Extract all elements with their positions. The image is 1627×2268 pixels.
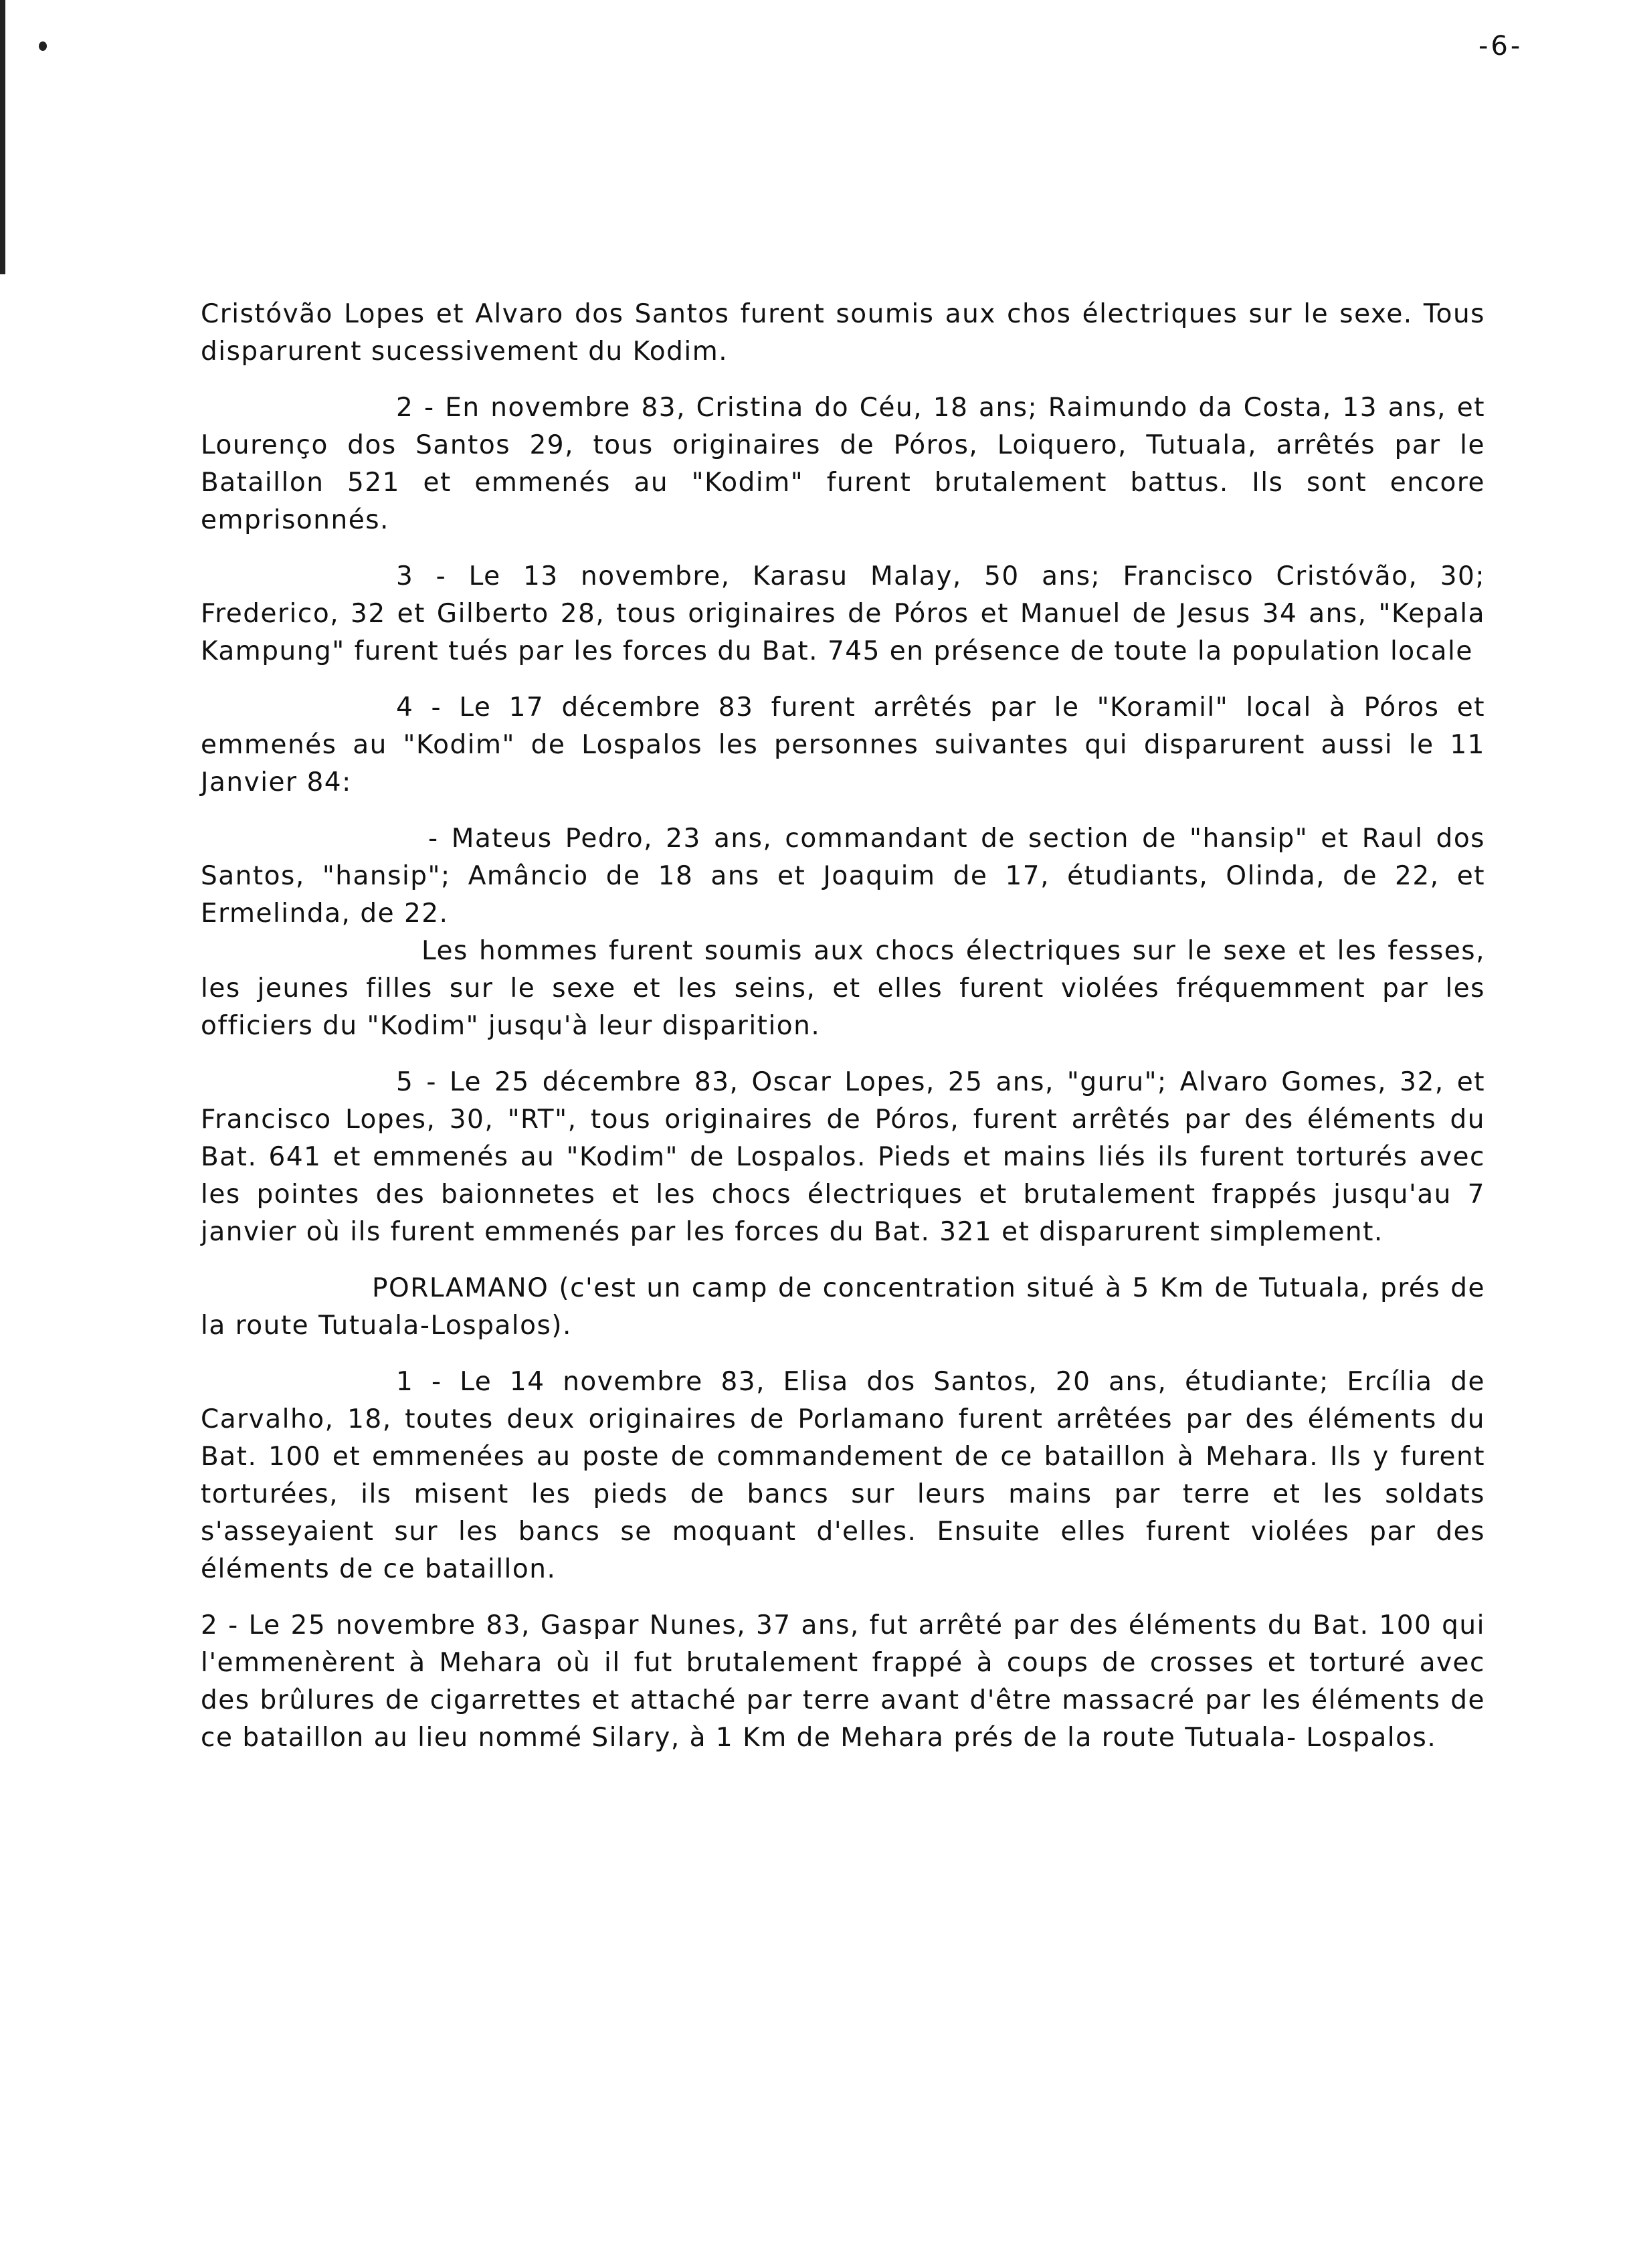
document-body: [201, 296, 1485, 1757]
paragraph-item-4: 4 - Le 17 décembre 83 furent arrêtés par le "Koramil" local à Póros et emmenés au "Kodim" de Lospalos les personnes suivantes qui disparurent aussi le 11 Janvier 84:: [201, 692, 1485, 797]
paragraph-porlamano-2: 2 - Le 25 novembre 83, Gaspar Nunes, 37 ans, fut arrêté par des éléments du Bat. 100 qui l'emmenèrent à Mehara où il fut brutalement frappé à coups de crosses et torturé avec des brûlures de cigarrettes et attaché par terre avant d'être massacré par les éléments de ce bataillon au lieu nommé Silary, à 1 Km de Mehara prés de la route Tutuala- Lospalos.: [201, 1610, 1485, 1753]
paragraph-porlamano-1: 1 - Le 14 novembre 83, Elisa dos Santos, 20 ans, étudiante; Ercília de Carvalho, 18, toutes deux originaires de Porlamano furent arrêtées par des éléments du Bat. 100 et emmenées au poste de commandement de ce bataillon à Mehara. Ils y furent torturées, ils misent les pieds de bancs sur leurs mains par terre et les soldats s'asseyaient sur les bancs se moquant d'elles. Ensuite elles furent violées par des éléments de ce bataillon.: [201, 1367, 1485, 1584]
paragraph-item-3: 3 - Le 13 novembre, Karasu Malay, 50 ans; Francisco Cristóvão, 30; Frederico, 32 et Gilberto 28, tous originaires de Póros et Manuel de Jesus 34 ans, "Kepala Kampung" furent tués par les forces du Bat. 745 en présence de toute la population locale: [201, 561, 1485, 666]
paragraph-victims-list: - Mateus Pedro, 23 ans, commandant de section de "hansip" et Raul dos Santos, "hansip"; Amâncio de 18 ans et Joaquim de 17, étudiants, Olinda, de 22, et Ermelinda, de 22.: [201, 824, 1485, 929]
paragraph-item-2: 2 - En novembre 83, Cristina do Céu, 18 ans; Raimundo da Costa, 13 ans, et Lourenço dos Santos 29, tous originaires de Póros, Loiquero, Tutuala, arrêtés par le Bataillon 521 et emmenés au "Kodim" furent brutalement battus. Ils sont encore emprisonnés.: [201, 393, 1485, 535]
page-number: -6-: [1478, 31, 1523, 62]
margin-dot: [39, 41, 47, 51]
paragraph-continuation: Cristóvão Lopes et Alvaro dos Santos furent soumis aux chos électriques sur le sexe. Tous disparurent sucessivement du Kodim.: [201, 299, 1485, 367]
paragraph-item-5: 5 - Le 25 décembre 83, Oscar Lopes, 25 ans, "guru"; Alvaro Gomes, 32, et Francisco Lopes, 30, "RT", tous originaires de Póros, furent arrêtés par des éléments du Bat. 641 et emmenés au "Kodim" de Lospalos. Pieds et mains liés ils furent torturés avec les pointes des baionnetes et les chocs électriques et brutalement frappés jusqu'au 7 janvier où ils furent emmenés par les forces du Bat. 321 et disparurent simplement.: [201, 1067, 1485, 1247]
paragraph-torture-details: Les hommes furent soumis aux chocs électriques sur le sexe et les fesses, les jeunes filles sur le sexe et les seins, et elles furent violées fréquemment par les officiers du "Kodim" jusqu'à leur disparition.: [201, 936, 1485, 1041]
left-margin-mark: [0, 0, 5, 274]
section-heading-porlamano: PORLAMANO (c'est un camp de concentration situé à 5 Km de Tutuala, prés de la route Tutuala-Lospalos).: [201, 1273, 1485, 1341]
